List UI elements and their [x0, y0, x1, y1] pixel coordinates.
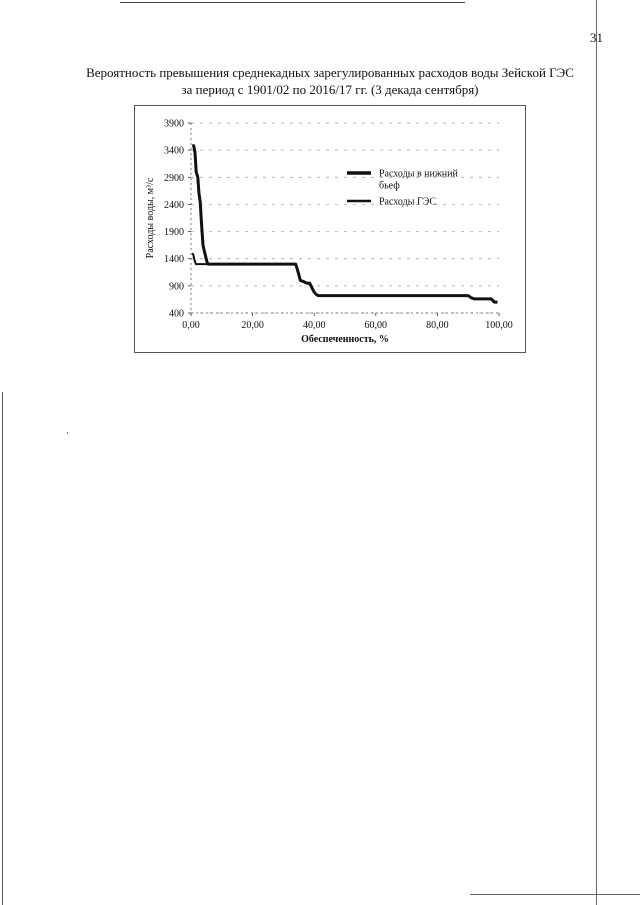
x-tick-label: 40,00: [302, 320, 326, 331]
x-tick-label: 20,00: [241, 320, 264, 331]
chart-frame: [134, 105, 526, 353]
x-tick-label: 60,00: [364, 320, 388, 331]
y-tick-label: 1900: [164, 227, 184, 239]
top-scan-rule: [120, 2, 465, 3]
legend-label-1: Расходы в нижний бьеф: [379, 168, 458, 192]
y-tick-label: 3900: [164, 118, 184, 130]
bottom-scan-rule: [470, 894, 640, 895]
y-tick-label: 3400: [164, 145, 184, 157]
chart-svg: [135, 106, 525, 352]
scan-speck: [67, 432, 68, 434]
x-tick-label: 80,00: [426, 320, 449, 331]
y-axis-label: Расходы воды, м³/с: [145, 177, 156, 259]
x-tick-label: 100,00: [485, 320, 513, 331]
x-tick-label: 0,00: [182, 320, 200, 331]
chart-title-line-1: Вероятность превышения среднекадных зарегулированных расходов воды Зейской ГЭС: [86, 65, 574, 80]
chart-title-line-2: за период с 1901/02 по 2016/17 гг. (3 декада сентября): [181, 82, 479, 97]
page-number: 31: [590, 30, 603, 45]
y-tick-label: 2400: [164, 199, 184, 211]
x-axis-label: Обеспеченность, %: [301, 334, 389, 345]
right-scan-edge: [596, 0, 597, 905]
legend-label-2: Расходы ГЭС: [379, 196, 436, 208]
left-scan-edge: [2, 392, 3, 905]
y-tick-label: 1400: [164, 254, 184, 266]
y-tick-label: 900: [169, 281, 184, 293]
y-tick-label: 2900: [164, 172, 184, 184]
y-tick-label: 400: [169, 308, 184, 320]
chart-title: [60, 64, 600, 98]
